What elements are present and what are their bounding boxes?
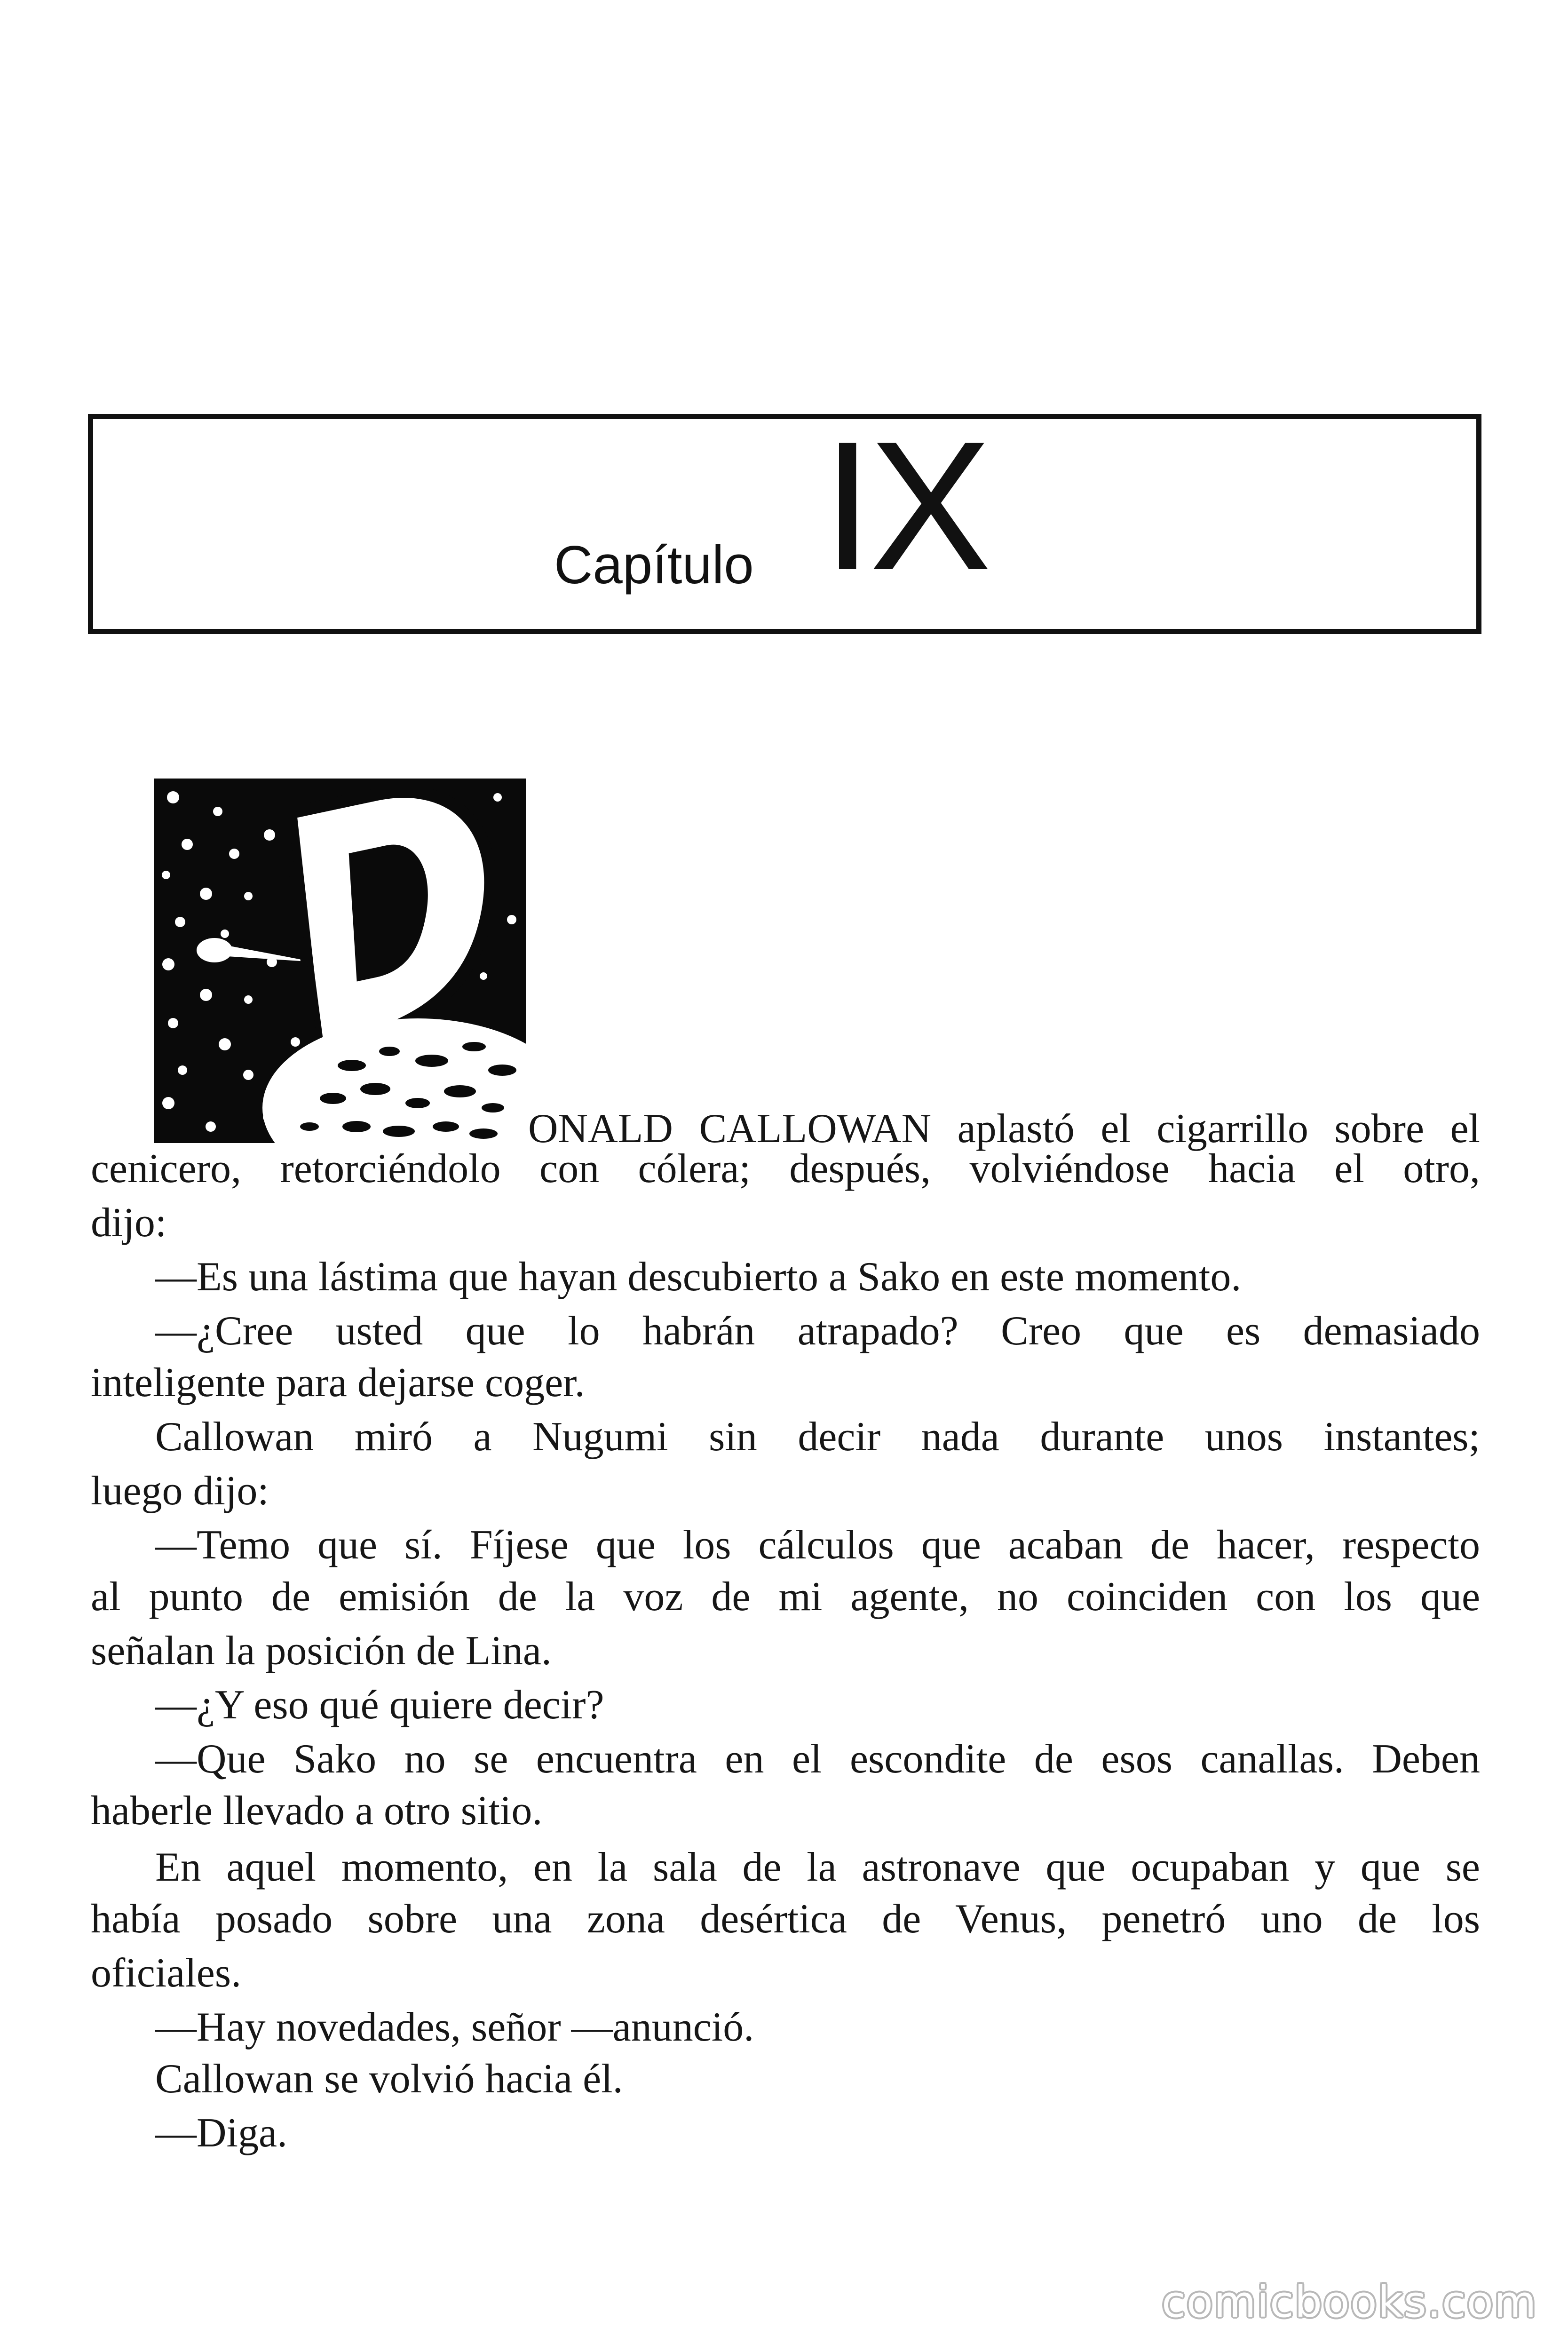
text-line: señalan la posición de Lina. bbox=[91, 1628, 552, 1674]
text-line: había posado sobre una zona desértica de Venus, penetró uno de los bbox=[91, 1896, 1480, 1942]
text-line: —Temo que sí. Fíjese que los cálculos que acaban de hacer, respecto bbox=[155, 1522, 1480, 1568]
chapter-heading-box bbox=[88, 403, 1481, 634]
text-line: —Hay novedades, señor —anunció. bbox=[155, 2004, 754, 2050]
text-line: —¿Y eso qué quiere decir? bbox=[155, 1682, 604, 1728]
text-line: ONALD CALLOWAN aplastó el cigarrillo sobre el bbox=[528, 1106, 1480, 1152]
space-drop-cap-icon bbox=[154, 779, 526, 1143]
text-line: al punto de emisión de la voz de mi agente, no coinciden con los que bbox=[91, 1574, 1480, 1620]
text-line: Callowan miró a Nugumi sin decir nada durante unos instantes; bbox=[155, 1414, 1480, 1460]
text-line: luego dijo: bbox=[91, 1468, 269, 1514]
text-line: haberle llevado a otro sitio. bbox=[91, 1788, 543, 1834]
chapter-number: IX bbox=[822, 403, 988, 608]
text-line: —Que Sako no se encuentra en el escondite de esos canallas. Deben bbox=[155, 1736, 1480, 1782]
text-line: oficiales. bbox=[91, 1950, 242, 1996]
text-line: —Es una lástima que hayan descubierto a Sako en este momento. bbox=[155, 1254, 1242, 1300]
text-line: Callowan se volvió hacia él. bbox=[155, 2056, 623, 2102]
chapter-label: Capítulo bbox=[554, 535, 754, 595]
text-line: —¿Cree usted que lo habrán atrapado? Creo que es demasiado bbox=[155, 1308, 1480, 1354]
text-line: En aquel momento, en la sala de la astronave que ocupaban y que se bbox=[155, 1844, 1480, 1890]
text-line: cenicero, retorciéndolo con cólera; después, volviéndose hacia el otro, bbox=[91, 1146, 1480, 1192]
site-watermark: comicbooks.com bbox=[1162, 2277, 1537, 2327]
text-line: —Diga. bbox=[155, 2110, 288, 2156]
text-line: dijo: bbox=[91, 1200, 167, 1246]
text-line: inteligente para dejarse coger. bbox=[91, 1360, 585, 1406]
